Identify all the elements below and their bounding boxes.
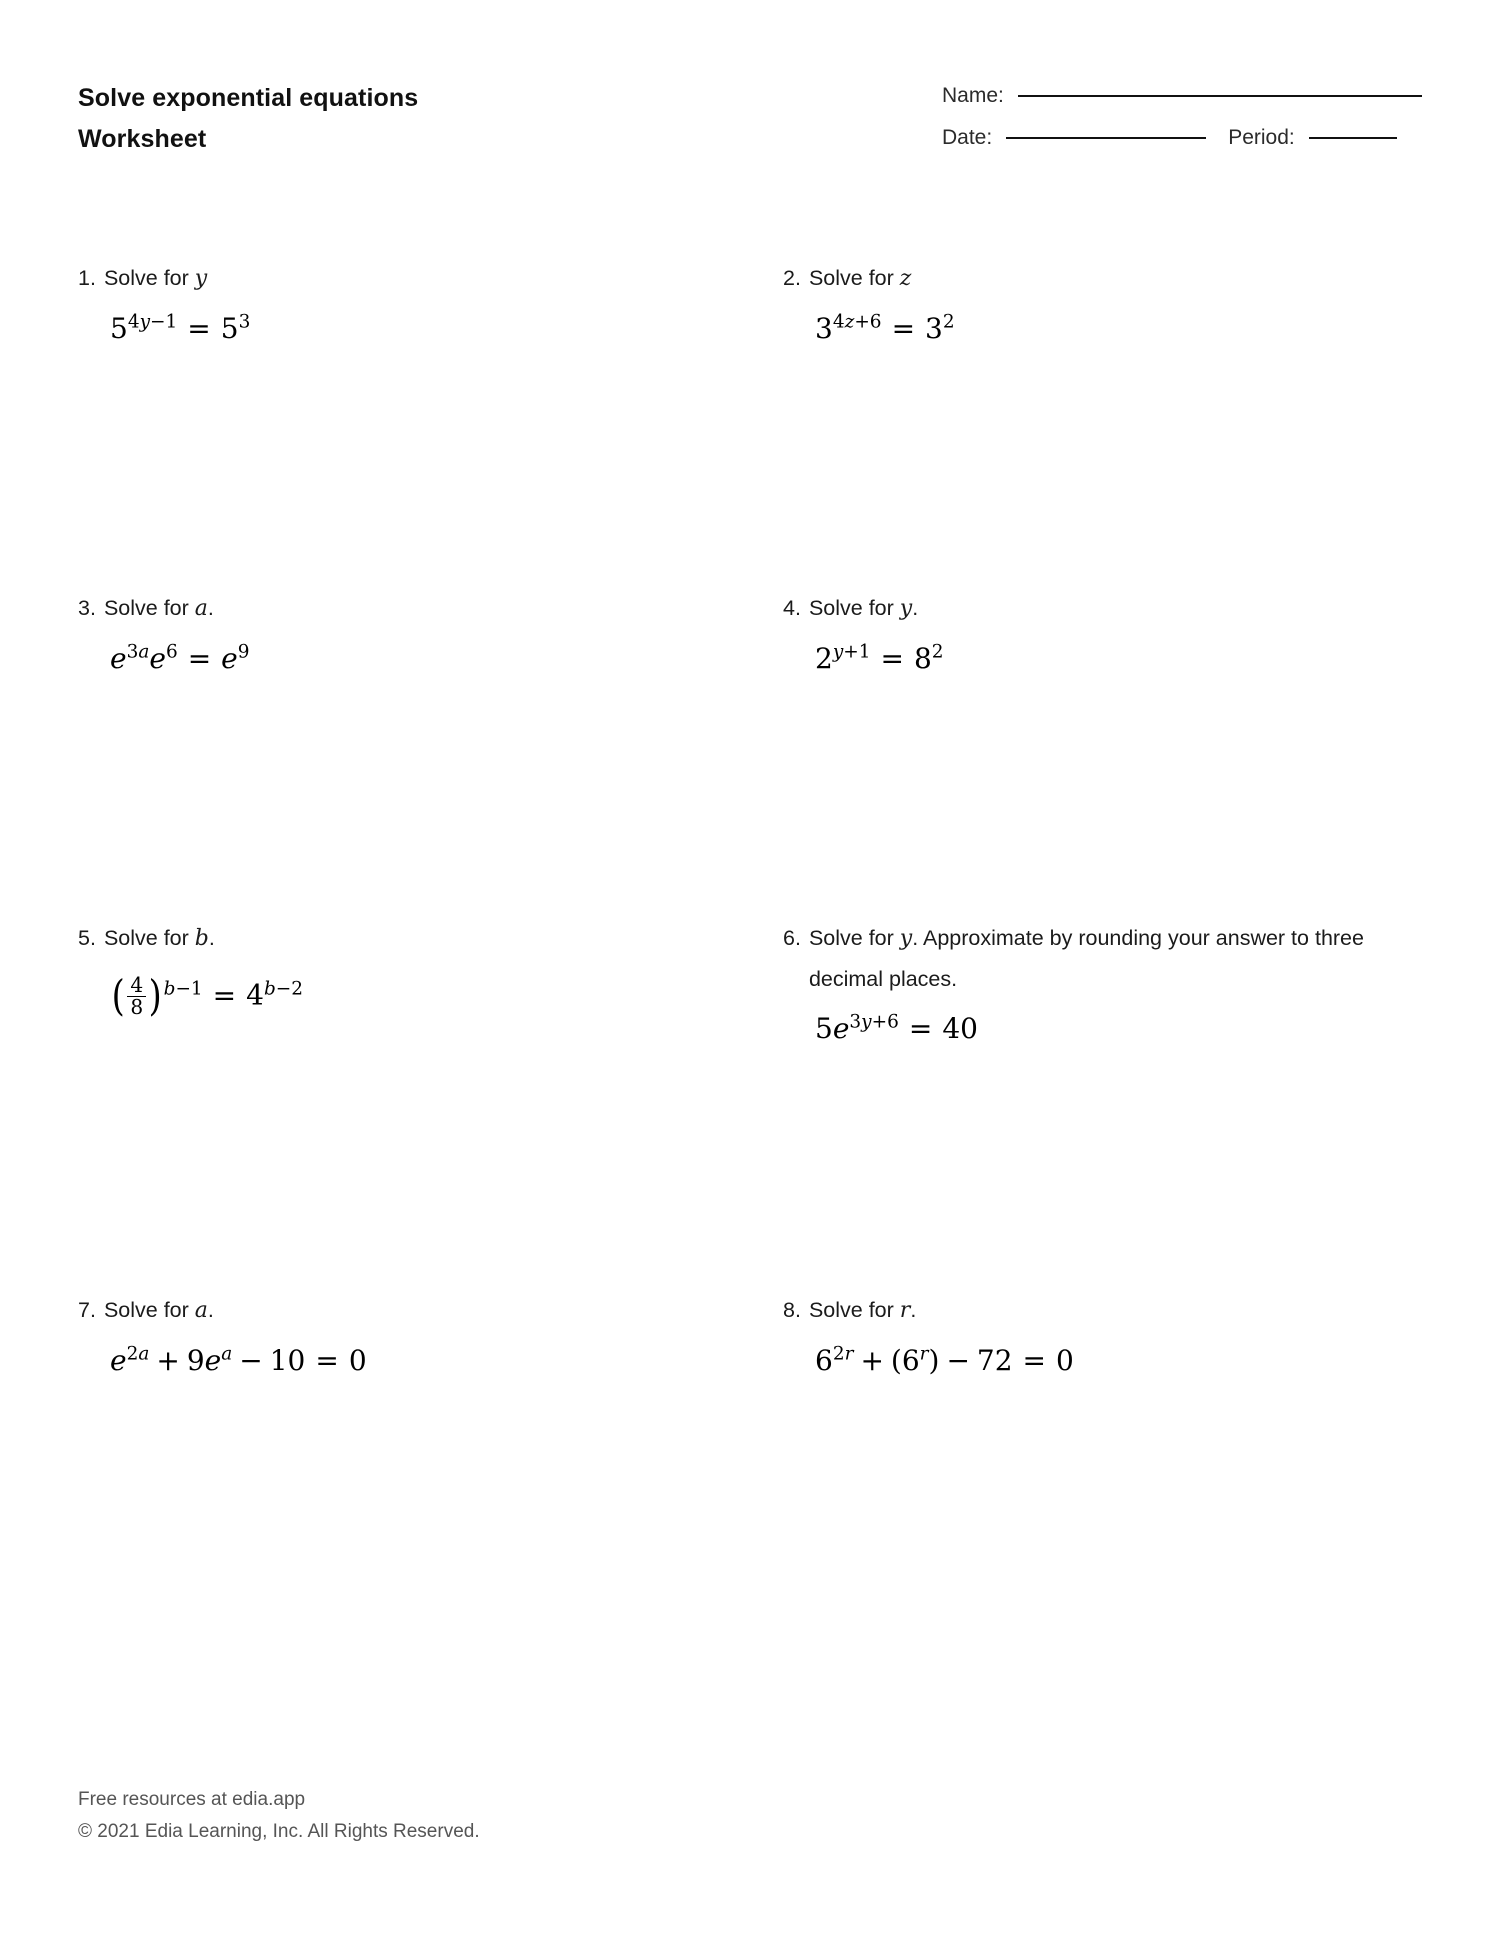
problem-6-number: 6. [783,926,801,950]
problem-7-number: 7. [78,1298,96,1322]
date-period-field-row [942,126,1422,168]
problem-4-text [809,588,1414,629]
problem-8-prompt-before: Solve for [808,1298,894,1322]
problem-8-prompt [783,1290,1414,1331]
problem-row-3 [78,918,1440,1290]
problem-7 [78,1290,759,1590]
student-info-fields [942,84,1422,168]
footer-copyright-line: © 2021 Edia Learning, Inc. All Rights Reserved. [78,1821,480,1842]
problem-3-number: 3. [78,596,96,620]
problem-5-text [104,918,733,959]
footer-resources-line: Free resources at edia.app [78,1789,306,1810]
problem-8-text [809,1290,1414,1331]
period-input-line[interactable] [1309,137,1397,139]
problem-4-variable: y [899,596,913,621]
problem-6-text [809,918,1414,999]
problem-3-variable: a [194,596,208,621]
problem-7-text [104,1290,733,1331]
problem-5-number: 5. [78,926,96,950]
problem-4-number: 4. [783,596,801,620]
problem-3-text [104,588,733,629]
problem-8-prompt-after: . [910,1298,917,1322]
title-line-1: Solve exponential equations [78,84,419,112]
problem-1-number: 1. [78,266,96,290]
worksheet-header [78,78,1422,188]
problem-4-prompt-before: Solve for [808,596,894,620]
problem-7-variable: a [194,1298,208,1323]
title-line-2: Worksheet [78,125,207,153]
problem-1 [78,258,759,588]
problem-3 [78,588,759,918]
problem-1-text [104,258,733,299]
problem-3-prompt-before: Solve for [103,596,189,620]
problem-2-variable: z [899,266,912,291]
problem-row-2 [78,588,1440,918]
date-label: Date: [942,126,993,149]
problem-7-prompt-after: . [207,1298,214,1322]
problem-2-prompt-before: Solve for [808,266,894,290]
problem-4 [759,588,1440,918]
problem-8-variable: r [899,1298,911,1323]
problem-5-prompt-after: . [208,926,215,950]
problem-6-prompt-after: . Approximate by rounding your answer to three decimal places. [808,926,1364,991]
page-footer [78,1784,480,1848]
name-field-row [942,84,1422,126]
page-title [78,78,418,160]
problem-row-1 [78,258,1440,588]
problem-6-equation: $5e^{3y+6} = 40$ [815,1011,978,1045]
problem-2-number: 2. [783,266,801,290]
name-label: Name: [942,84,1004,107]
problem-5-variable: b [194,926,209,951]
problem-8-equation: $6^{2r} + (6^r) - 72 = 0$ [815,1343,1074,1377]
problem-4-equation: $2^{y+1} = 8^2$ [815,641,944,675]
problem-8 [759,1290,1440,1590]
problem-4-prompt-after: . [912,596,919,620]
problem-3-prompt-after: . [207,596,214,620]
problem-5 [78,918,759,1290]
problem-6-prompt-before: Solve for [808,926,894,950]
problem-2-prompt [783,258,1414,299]
date-input-line[interactable] [1006,137,1206,139]
problem-1-variable: y [194,266,208,291]
problem-7-equation: $e^{2a} + 9e^a - 10 = 0$ [110,1343,367,1377]
problem-6 [759,918,1440,1290]
problem-1-prompt-before: Solve for [103,266,189,290]
problem-7-prompt-before: Solve for [103,1298,189,1322]
problem-2-equation: $3^{4z+6} = 3^2$ [815,311,955,345]
problem-3-equation: $e^{3a}e^6 = e^9$ [110,641,250,675]
problem-1-prompt [78,258,733,299]
problem-5-equation: ( $\frac{4}{8}$ )$^{b-1} = 4^{b-2}$ [111,971,304,1021]
problem-5-prompt-before: Solve for [103,926,189,950]
problem-4-prompt [783,588,1414,629]
problem-7-prompt [78,1290,733,1331]
name-input-line[interactable] [1018,95,1422,97]
problem-2 [759,258,1440,588]
problem-2-text [809,258,1414,299]
period-label: Period: [1228,126,1295,149]
problem-row-4 [78,1290,1440,1590]
problem-1-equation: $5^{4y-1} = 5^3$ [110,311,251,345]
problem-6-variable: y [899,926,913,951]
problem-grid [78,258,1440,1590]
problem-5-prompt [78,918,733,959]
problem-6-prompt [783,918,1414,999]
problem-3-prompt [78,588,733,629]
problem-8-number: 8. [783,1298,801,1322]
